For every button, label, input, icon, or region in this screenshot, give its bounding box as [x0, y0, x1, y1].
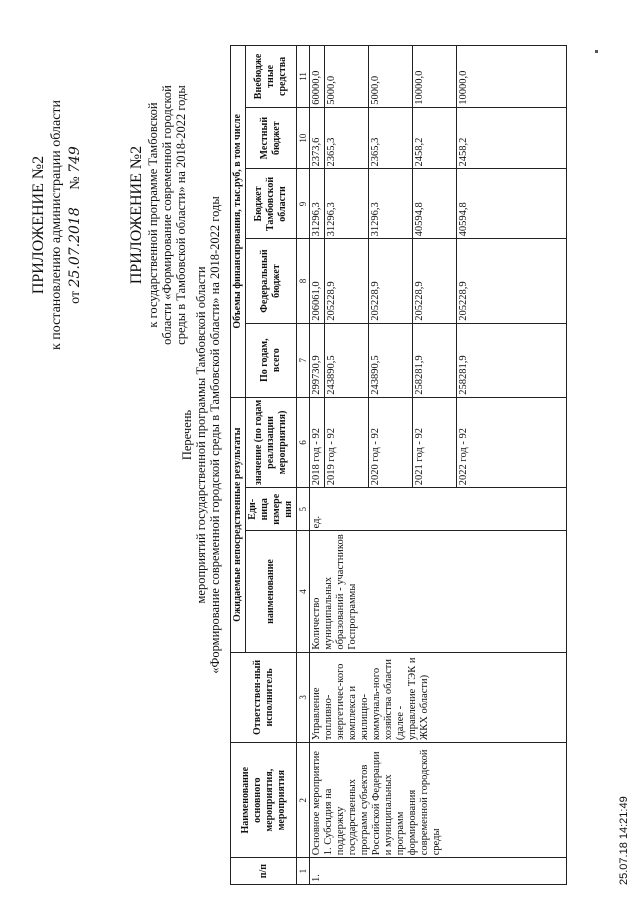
header-total: По годам, всего — [246, 323, 297, 397]
table-row — [310, 46, 325, 885]
year-value: 2019 год - 92 — [325, 397, 369, 487]
year-total: 258281,9 — [413, 323, 457, 397]
year-regional: 40594,8 — [413, 169, 457, 239]
year-federal: 205228,9 — [413, 239, 457, 323]
year-value: 2022 год - 92 — [457, 397, 567, 487]
year-regional: 40594,8 — [457, 169, 567, 239]
handwritten-date: 25.07.2018 — [67, 207, 83, 288]
header-local: Местный бюджет — [246, 107, 297, 169]
header-results-group: Ожидаемые непосредственные результаты — [231, 397, 246, 652]
year-local: 2458,2 — [457, 107, 567, 169]
year-total: 243890,5 — [369, 323, 413, 397]
year-federal: 206061,0 — [310, 239, 325, 323]
header-extra: Внебюдже тные средства — [246, 46, 297, 108]
year-extra: 5000,0 — [325, 46, 369, 108]
row-result-name: Количество муниципальных образований - участников Госпрограммы — [310, 531, 567, 652]
year-local: 2365,3 — [369, 107, 413, 169]
row-name: Основное мероприятие 1. Субсидия на поддержку государственных программ субъектов Российской Федерации и муниципальных программ формирования современной городской среды — [310, 743, 567, 858]
scan-speck — [595, 50, 598, 53]
header-result-name: наименование — [246, 531, 297, 652]
header-executor: Ответствен-ный исполнитель — [231, 652, 297, 742]
header-value: значение (по годам реализации мероприятия) — [246, 397, 297, 487]
year-extra: 60000,0 — [310, 46, 325, 108]
header-num: п/п — [231, 858, 297, 885]
header-regional: Бюджет Тамбовской области — [246, 169, 297, 239]
year-regional: 31296,3 — [325, 169, 369, 239]
year-local: 2458,2 — [413, 107, 457, 169]
year-extra: 10000,0 — [413, 46, 457, 108]
header-unit: Еди-ница измере ния — [246, 488, 297, 531]
footer-timestamp: 25.07.18 14:21:49 — [618, 796, 630, 885]
year-value: 2020 год - 92 — [369, 397, 413, 487]
measures-table — [230, 45, 567, 885]
appendix-line: к постановлению администрации области — [49, 99, 64, 351]
year-extra: 5000,0 — [369, 46, 413, 108]
column-numbers-row: 1 2 3 4 5 6 7 8 9 10 11 — [297, 46, 310, 885]
year-regional: 31296,3 — [310, 169, 325, 239]
row-unit: ед. — [310, 488, 567, 531]
year-local: 2373,6 — [310, 107, 325, 169]
header-federal: Федеральный бюджет — [246, 239, 297, 323]
handwritten-number: 749 — [67, 146, 83, 173]
year-federal: 205228,9 — [369, 239, 413, 323]
year-total: 299730,9 — [310, 323, 325, 397]
year-extra: 10000,0 — [457, 46, 567, 108]
appendix-title: ПРИЛОЖЕНИЕ №2 — [30, 155, 47, 295]
appendix-header — [30, 35, 85, 415]
header-funding-group: Объемы финансирования, тыс.руб, в том числе — [231, 46, 246, 398]
program-header: ПРИЛОЖЕНИЕ №2 к государственной программе Тамбовской области «Формирование современной городской среды в Тамбовской области» на 2018-2022 годы — [128, 45, 188, 385]
row-num: 1. — [310, 858, 567, 885]
header-name: Наименование основного мероприятия, мероприятия — [231, 743, 297, 858]
list-title: Перечень мероприятий государственной программы Тамбовской области «Формирование современной городской среды в Тамбовской области» на 2018-2022 годы — [180, 196, 222, 674]
row-executor: Управление топливно-энергетичес-кого комплекса и жилищно-коммуналь-ного хозяйства области (далее - управление ТЭК и ЖКХ области) — [310, 652, 567, 742]
rotated-page — [30, 25, 630, 885]
program-appendix-title: ПРИЛОЖЕНИЕ №2 — [128, 145, 145, 285]
year-regional: 31296,3 — [369, 169, 413, 239]
year-federal: 205228,9 — [457, 239, 567, 323]
year-federal: 205228,9 — [325, 239, 369, 323]
year-total: 258281,9 — [457, 323, 567, 397]
year-value: 2018 год - 92 — [310, 397, 325, 487]
year-local: 2365,3 — [325, 107, 369, 169]
year-total: 243890,5 — [325, 323, 369, 397]
year-value: 2021 год - 92 — [413, 397, 457, 487]
appendix-date-line: от 25.07.2018 № 749 — [67, 146, 83, 304]
